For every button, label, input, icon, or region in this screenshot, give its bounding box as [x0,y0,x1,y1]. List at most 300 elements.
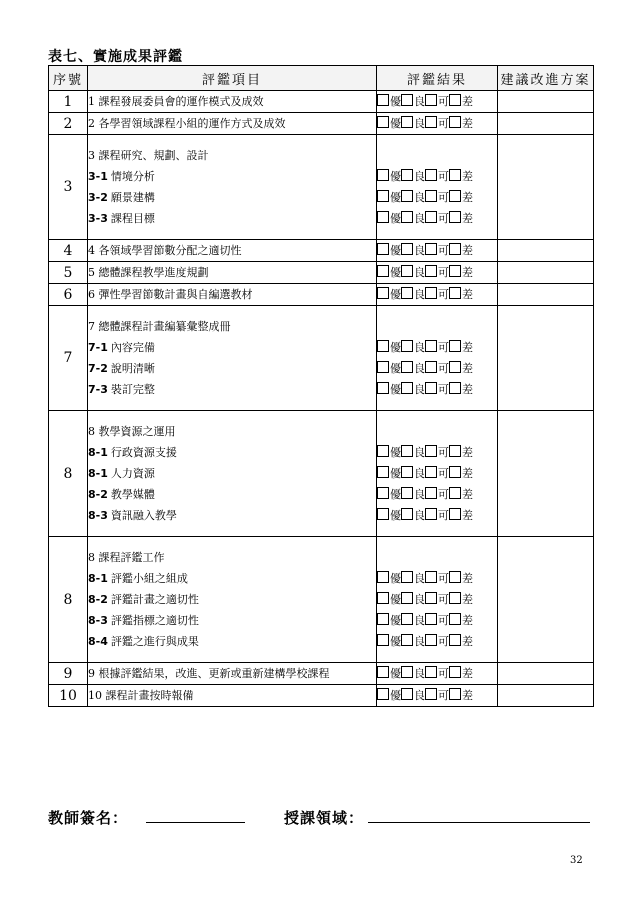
sub-item [88,463,376,484]
checkbox-icon[interactable] [425,116,437,128]
checkbox-icon[interactable] [377,116,389,128]
rating-label: 優 [390,572,401,585]
rating-options [377,166,497,187]
rating-label: 差 [462,488,473,501]
sub-item-number: 8-4 [88,635,108,648]
sub-item [88,505,376,526]
checkbox-icon[interactable] [401,361,413,373]
rating-label: 良 [414,593,425,606]
checkbox-icon[interactable] [377,571,389,583]
checkbox-icon[interactable] [425,211,437,223]
rating-options [377,187,497,208]
checkbox-icon[interactable] [401,94,413,106]
sub-item [88,610,376,631]
rating-options [377,91,497,112]
sub-item-number: 3-3 [88,212,108,225]
rating-label: 優 [390,667,401,680]
checkbox-icon[interactable] [449,265,461,277]
item-text [88,421,376,442]
checkbox-icon[interactable] [425,487,437,499]
checkbox-icon[interactable] [449,190,461,202]
rating-label: 良 [414,362,425,375]
rating-options [377,379,497,400]
evaluation-table [48,65,594,707]
rating-label: 可 [438,446,449,459]
item-label: 8 課程評鑑工作 [88,551,165,564]
checkbox-icon[interactable] [449,666,461,678]
checkbox-icon[interactable] [401,508,413,520]
rating-label: 差 [462,341,473,354]
rating-label: 優 [390,191,401,204]
rating-label: 良 [414,635,425,648]
sub-item-number: 8-1 [88,467,108,480]
checkbox-icon[interactable] [401,382,413,394]
checkbox-icon[interactable] [401,169,413,181]
rating-label: 良 [414,266,425,279]
rating-label: 優 [390,244,401,257]
row-suggestion[interactable] [498,135,594,240]
rating-options [377,589,497,610]
rating-label: 可 [438,117,449,130]
checkbox-icon[interactable] [377,445,389,457]
rating-label: 優 [390,117,401,130]
checkbox-icon[interactable] [401,666,413,678]
row-result [377,135,498,240]
rating-label: 良 [414,170,425,183]
item-label: 人力資源 [110,467,155,480]
header-suggestion: 建議改進方案 [498,66,594,91]
sub-item-number: 7-1 [88,341,108,354]
page-number: 32 [570,855,583,866]
item-label: 4 各領域學習節數分配之適切性 [88,244,242,257]
item-label: 願景建構 [110,191,155,204]
item-label: 內容完備 [110,341,155,354]
rating-label: 差 [462,362,473,375]
item-text [88,685,376,706]
item-label: 2 各學習領域課程小組的運作方式及成效 [88,117,286,130]
checkbox-icon[interactable] [377,613,389,625]
rating-options [377,262,497,283]
table-row [49,113,594,135]
rating-options [377,547,497,568]
sub-item [88,631,376,652]
row-serial: 3 [49,135,88,240]
rating-label: 優 [390,341,401,354]
checkbox-icon[interactable] [449,445,461,457]
rating-label: 可 [438,667,449,680]
row-result [377,411,498,537]
item-label: 7 總體課程計畫編纂彙整成冊 [88,320,231,333]
row-item [88,113,377,135]
rating-label: 良 [414,572,425,585]
checkbox-icon[interactable] [449,287,461,299]
checkbox-icon[interactable] [449,116,461,128]
rating-label: 可 [438,191,449,204]
table-row [49,306,594,411]
item-label: 情境分析 [110,170,155,183]
checkbox-icon[interactable] [401,487,413,499]
checkbox-icon[interactable] [401,211,413,223]
rating-label: 良 [414,488,425,501]
row-serial: 10 [49,685,88,707]
checkbox-icon[interactable] [377,634,389,646]
rating-label: 可 [438,341,449,354]
teacher-signature-line[interactable] [146,822,245,823]
checkbox-icon[interactable] [425,243,437,255]
sub-item [88,358,376,379]
row-item [88,91,377,113]
row-serial: 1 [49,91,88,113]
rating-label: 可 [438,266,449,279]
rating-label: 可 [438,593,449,606]
rating-label: 優 [390,170,401,183]
row-serial: 6 [49,284,88,306]
teacher-signature-label: 教師簽名： [48,809,129,827]
checkbox-icon[interactable] [449,613,461,625]
rating-label: 可 [438,689,449,702]
checkbox-icon[interactable] [425,592,437,604]
sub-item [88,484,376,505]
rating-options [377,505,497,526]
rating-options [377,284,497,305]
rating-label: 差 [462,572,473,585]
rating-label: 差 [462,170,473,183]
checkbox-icon[interactable] [377,592,389,604]
item-text [88,113,376,134]
sub-item-number: 8-3 [88,614,108,627]
checkbox-icon[interactable] [377,340,389,352]
teaching-domain-label: 授課領域： [284,809,365,827]
row-serial: 2 [49,113,88,135]
item-text [88,547,376,568]
checkbox-icon[interactable] [401,190,413,202]
row-suggestion[interactable] [498,685,594,707]
item-label: 評鑑小組之組成 [110,572,188,585]
item-text [88,663,376,684]
row-serial: 8 [49,537,88,663]
row-item [88,284,377,306]
sub-item-number: 7-2 [88,362,108,375]
rating-label: 良 [414,689,425,702]
row-result [377,537,498,663]
sub-item-number: 8-1 [88,446,108,459]
rating-label: 良 [414,383,425,396]
rating-label: 優 [390,488,401,501]
rating-label: 差 [462,667,473,680]
checkbox-icon[interactable] [377,466,389,478]
rating-label: 差 [462,689,473,702]
rating-label: 差 [462,467,473,480]
rating-label: 可 [438,509,449,522]
rating-label: 差 [462,446,473,459]
item-label: 資訊融入教學 [110,509,177,522]
checkbox-icon[interactable] [401,571,413,583]
row-suggestion[interactable] [498,91,594,113]
checkbox-icon[interactable] [377,688,389,700]
sub-item [88,166,376,187]
row-suggestion[interactable] [498,113,594,135]
row-serial: 7 [49,306,88,411]
checkbox-icon[interactable] [377,287,389,299]
rating-label: 優 [390,635,401,648]
checkbox-icon[interactable] [401,265,413,277]
rating-options [377,631,497,652]
rating-label: 優 [390,446,401,459]
row-serial: 9 [49,663,88,685]
rating-options [377,240,497,261]
rating-label: 差 [462,509,473,522]
checkbox-icon[interactable] [449,94,461,106]
checkbox-icon[interactable] [425,688,437,700]
checkbox-icon[interactable] [377,487,389,499]
checkbox-icon[interactable] [401,287,413,299]
checkbox-icon[interactable] [377,190,389,202]
checkbox-icon[interactable] [377,265,389,277]
sub-item [88,337,376,358]
table-row [49,135,594,240]
row-suggestion[interactable] [498,262,594,284]
checkbox-icon[interactable] [401,466,413,478]
sub-item-number: 8-3 [88,509,108,522]
checkbox-icon[interactable] [449,508,461,520]
row-result [377,113,498,135]
checkbox-icon[interactable] [425,361,437,373]
table-row [49,411,594,537]
sub-item [88,379,376,400]
checkbox-icon[interactable] [425,613,437,625]
checkbox-icon[interactable] [401,613,413,625]
item-label: 1 課程發展委員會的運作模式及成效 [88,95,264,108]
rating-label: 良 [414,212,425,225]
item-text [88,91,376,112]
checkbox-icon[interactable] [401,634,413,646]
item-text [88,240,376,261]
header-row [49,66,594,91]
rating-label: 優 [390,593,401,606]
item-label: 行政資源支援 [110,446,177,459]
checkbox-icon[interactable] [425,287,437,299]
checkbox-icon[interactable] [377,211,389,223]
item-label: 10 課程計畫按時報備 [88,689,194,702]
checkbox-icon[interactable] [449,243,461,255]
rating-label: 差 [462,593,473,606]
checkbox-icon[interactable] [425,265,437,277]
row-result [377,284,498,306]
rating-label: 可 [438,467,449,480]
rating-label: 優 [390,467,401,480]
checkbox-icon[interactable] [449,361,461,373]
rating-label: 良 [414,446,425,459]
rating-label: 良 [414,244,425,257]
item-label: 6 彈性學習節數計畫與自編選教材 [88,288,253,301]
item-label: 9 根據評鑑結果，改進、更新或重新建構學校課程 [88,667,330,680]
row-result [377,685,498,707]
sub-item-number: 8-1 [88,572,108,585]
checkbox-icon[interactable] [425,169,437,181]
checkbox-icon[interactable] [425,634,437,646]
rating-label: 優 [390,614,401,627]
checkbox-icon[interactable] [425,508,437,520]
row-item [88,537,377,663]
row-result [377,663,498,685]
header-item: 評鑑項目 [88,66,377,91]
checkbox-icon[interactable] [449,634,461,646]
teaching-domain-line[interactable] [368,822,590,823]
row-result [377,306,498,411]
row-serial: 8 [49,411,88,537]
rating-label: 可 [438,614,449,627]
rating-options [377,316,497,337]
table-row [49,262,594,284]
checkbox-icon[interactable] [449,592,461,604]
row-suggestion[interactable] [498,284,594,306]
rating-options [377,685,497,706]
row-item [88,685,377,707]
rating-options [377,442,497,463]
rating-label: 差 [462,383,473,396]
rating-label: 可 [438,383,449,396]
rating-label: 良 [414,614,425,627]
row-suggestion[interactable] [498,411,594,537]
checkbox-icon[interactable] [401,688,413,700]
rating-options [377,421,497,442]
checkbox-icon[interactable] [425,466,437,478]
rating-options [377,113,497,134]
checkbox-icon[interactable] [425,340,437,352]
table-row [49,663,594,685]
rating-label: 良 [414,191,425,204]
item-text [88,284,376,305]
rating-label: 差 [462,266,473,279]
rating-label: 良 [414,95,425,108]
table-row [49,537,594,663]
sub-item [88,442,376,463]
row-suggestion[interactable] [498,537,594,663]
rating-label: 可 [438,635,449,648]
checkbox-icon[interactable] [449,340,461,352]
rating-label: 良 [414,341,425,354]
rating-options [377,463,497,484]
row-item [88,240,377,262]
checkbox-icon[interactable] [449,487,461,499]
rating-label: 差 [462,244,473,257]
header-result: 評鑑結果 [377,66,498,91]
sub-item [88,568,376,589]
checkbox-icon[interactable] [401,592,413,604]
rating-label: 差 [462,95,473,108]
checkbox-icon[interactable] [377,361,389,373]
row-suggestion[interactable] [498,663,594,685]
rating-options [377,484,497,505]
checkbox-icon[interactable] [377,94,389,106]
item-text [88,145,376,166]
item-label: 評鑑指標之適切性 [110,614,199,627]
checkbox-icon[interactable] [449,688,461,700]
item-label: 說明清晰 [110,362,155,375]
row-item [88,306,377,411]
sub-item-number: 3-2 [88,191,108,204]
checkbox-icon[interactable] [377,666,389,678]
rating-options [377,337,497,358]
checkbox-icon[interactable] [449,211,461,223]
item-label: 評鑑之進行與成果 [110,635,199,648]
rating-label: 差 [462,191,473,204]
checkbox-icon[interactable] [425,382,437,394]
item-label: 教學媒體 [110,488,155,501]
checkbox-icon[interactable] [425,666,437,678]
rating-label: 優 [390,362,401,375]
checkbox-icon[interactable] [425,190,437,202]
checkbox-icon[interactable] [449,169,461,181]
item-text [88,262,376,283]
checkbox-icon[interactable] [377,382,389,394]
rating-label: 可 [438,244,449,257]
checkbox-icon[interactable] [449,466,461,478]
sub-item-number: 8-2 [88,488,108,501]
checkbox-icon[interactable] [401,340,413,352]
rating-label: 優 [390,95,401,108]
rating-label: 良 [414,467,425,480]
sub-item-number: 7-3 [88,383,108,396]
sub-item [88,187,376,208]
checkbox-icon[interactable] [425,571,437,583]
item-label: 8 教學資源之運用 [88,425,176,438]
item-label: 3 課程研究、規劃、設計 [88,149,209,162]
rating-label: 差 [462,614,473,627]
item-label: 裝訂完整 [110,383,155,396]
row-item [88,411,377,537]
rating-label: 差 [462,288,473,301]
row-suggestion[interactable] [498,240,594,262]
checkbox-icon[interactable] [449,382,461,394]
rating-label: 差 [462,635,473,648]
checkbox-icon[interactable] [377,169,389,181]
checkbox-icon[interactable] [449,571,461,583]
row-suggestion[interactable] [498,306,594,411]
rating-label: 差 [462,117,473,130]
table-row [49,685,594,707]
sub-item [88,589,376,610]
rating-options [377,568,497,589]
checkbox-icon[interactable] [377,508,389,520]
rating-options [377,610,497,631]
rating-label: 可 [438,362,449,375]
checkbox-icon[interactable] [377,243,389,255]
item-label: 課程目標 [110,212,155,225]
rating-label: 優 [390,266,401,279]
checkbox-icon[interactable] [401,445,413,457]
rating-label: 優 [390,288,401,301]
item-label: 5 總體課程教學進度規劃 [88,266,209,279]
checkbox-icon[interactable] [425,94,437,106]
sub-item-number: 8-2 [88,593,108,606]
sub-item-number: 3-1 [88,170,108,183]
row-result [377,240,498,262]
rating-label: 優 [390,383,401,396]
rating-label: 良 [414,667,425,680]
rating-label: 可 [438,288,449,301]
item-label: 評鑑計畫之適切性 [110,593,199,606]
rating-options [377,358,497,379]
checkbox-icon[interactable] [401,243,413,255]
rating-label: 差 [462,212,473,225]
rating-label: 可 [438,170,449,183]
checkbox-icon[interactable] [401,116,413,128]
checkbox-icon[interactable] [425,445,437,457]
rating-options [377,663,497,684]
row-result [377,91,498,113]
table-title: 表七、實施成果評鑑 [48,49,183,65]
